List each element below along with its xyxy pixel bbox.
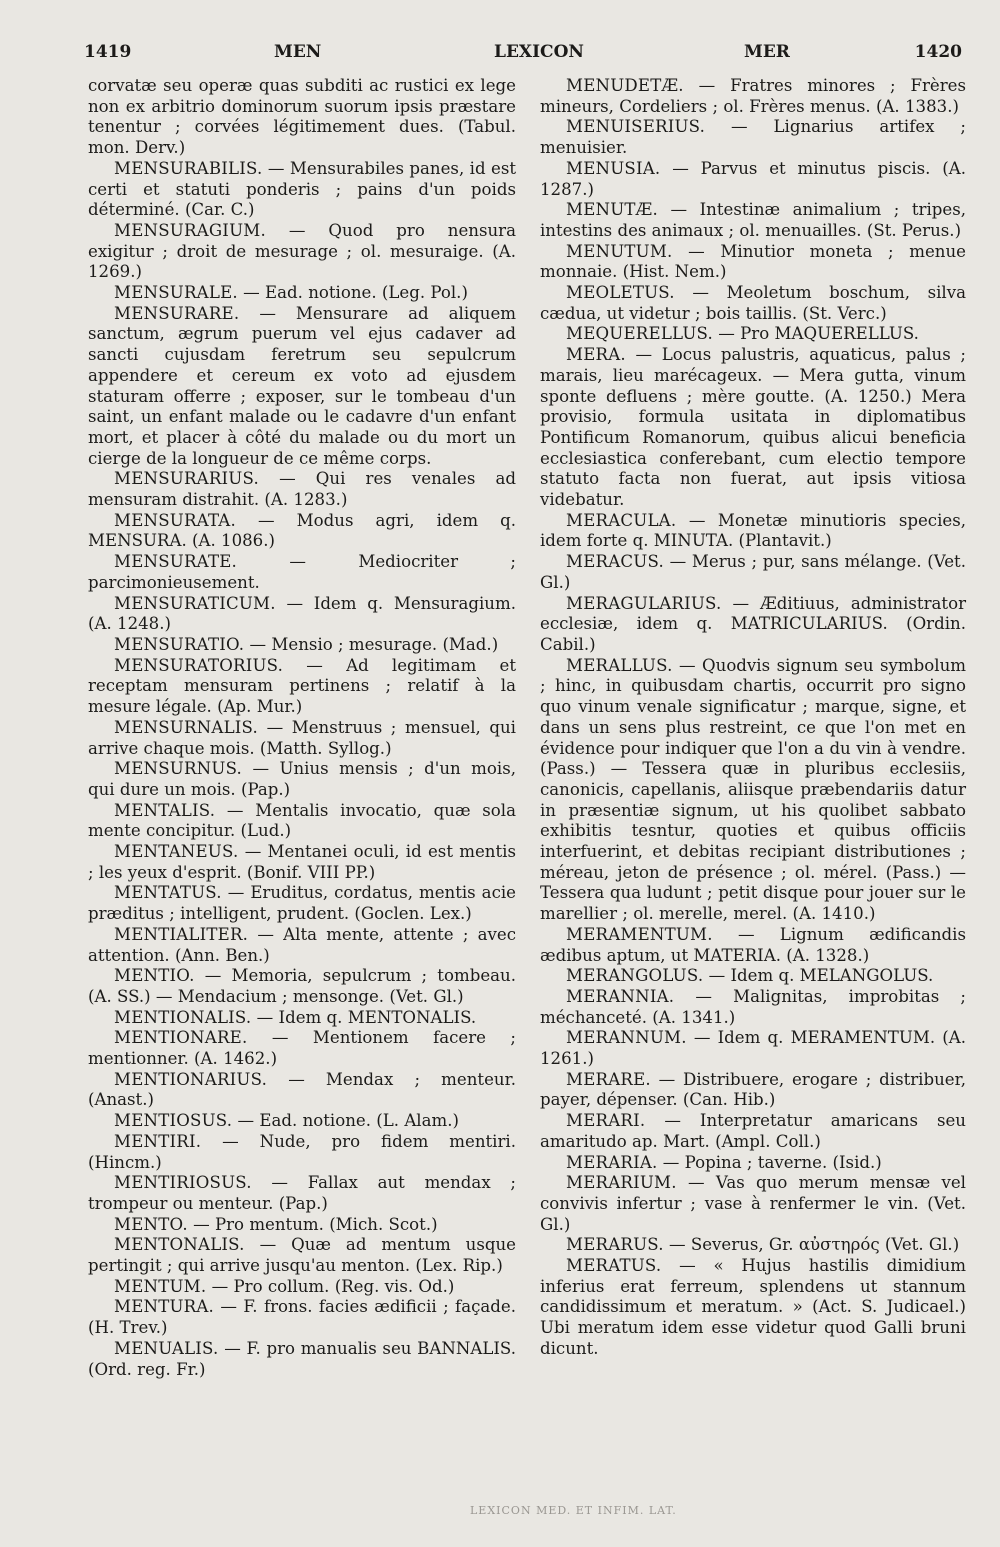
entry-headword: MENTIONARE. <box>114 1028 248 1048</box>
entry-headword: MENUISERIUS. <box>566 117 706 137</box>
entry-definition: — Vas quo merum mensæ vel convivis infertur ; vase à renfermer le vin. (Vet. Gl.) <box>540 1173 966 1234</box>
entry-headword: MENUDETÆ. <box>566 76 684 95</box>
entry-headword: MENSURABILIS. <box>114 158 263 178</box>
entry-headword: MERANNIA. <box>566 986 675 1006</box>
entry-headword: MENUSIA. <box>566 158 661 178</box>
entry-headword: MENTIONALIS. <box>114 1007 252 1027</box>
entry-headword: MEOLETUS. <box>566 283 675 303</box>
entry-definition: — Nude, pro fidem mentiri. (Hincm.) <box>88 1131 516 1172</box>
entry-definition: — Distribuere, erogare ; distribuer, payer, dépenser. (Can. Hib.) <box>540 1069 966 1110</box>
dictionary-entry <box>88 1008 516 1029</box>
entry-headword: MENTUM. <box>114 1276 207 1296</box>
entry-definition: — Meoletum boschum, silva cædua, ut videtur ; bois taillis. (St. Verc.) <box>540 283 966 323</box>
dictionary-entry <box>540 283 966 324</box>
entry-headword: MENTIO. <box>114 966 195 986</box>
entry-headword: MENSURATA. <box>114 510 236 530</box>
entry-definition: — Lignum ædificandis ædibus aptum, ut MATERIA. (A. 1328.) <box>540 924 966 965</box>
entry-definition: — Pro mentum. (Mich. Scot.) <box>187 1214 438 1234</box>
entry-definition: — Mensurabiles panes, id est certi et statuti ponderis ; pains d'un poids déterminé. (Car. C.) <box>88 158 516 220</box>
dictionary-entry <box>540 552 966 593</box>
entry-headword: MENUALIS. <box>114 1338 219 1358</box>
entry-definition: — Fratres minores ; Frères mineurs, Cordeliers ; ol. Frères menus. (A. 1383.) <box>540 76 966 116</box>
dictionary-entry <box>88 801 516 842</box>
entry-definition: — Quæ ad mentum usque pertingit ; qui arrive jusqu'au menton. (Lex. Rip.) <box>88 1235 516 1276</box>
entry-headword: MENTIALITER. <box>114 924 249 944</box>
entry-definition: — Mentionem facere ; mentionner. (A. 1462.) <box>88 1028 516 1069</box>
dictionary-entry <box>540 966 966 987</box>
entry-headword: MENTIOSUS. <box>114 1111 233 1131</box>
entry-headword: MENSURATORIUS. <box>114 655 284 675</box>
entry-definition: — F. frons. facies ædificii ; façade. (H. Trev.) <box>88 1297 516 1338</box>
dictionary-entry <box>540 511 966 552</box>
entry-definition: — Merus ; pur, sans mélange. (Vet. Gl.) <box>540 552 966 592</box>
entry-headword: MENSURNALIS. <box>114 717 258 737</box>
entry-headword: MENTIRI. <box>114 1131 202 1151</box>
dictionary-entry <box>88 552 516 593</box>
entry-headword: MERARI. <box>566 1111 646 1131</box>
entry-definition: — Quodvis signum seu symbolum ; hinc, in quibusdam chartis, occurrit pro signo quo vinum venale significatur ; marque, signe, et dans un sens plus restreint, ce que l'on met en évidence pour indiquer que l'on a du vin à vendre. (Pass.) — Tessera quæ in pluribus ecclesiis, canonicis, capellanis, aliisque præbendariis datur in præsentiæ signum, ut his quolibet sabbato exhibitis tesntur, quoties et quibus officiis interfuerint, et debitas recipiant distributiones ; méreau, jeton de présence ; ol. mérel. (Pass.) — Tessera qua ludunt ; petit disque pour jouer sur le marellier ; ol. merelle, merel. (A. 1410.) <box>540 655 966 924</box>
dictionary-entry <box>88 966 516 1007</box>
entry-headword: MENSURALE. <box>114 283 238 303</box>
entry-definition: — Qui res venales ad mensuram distrahit. (A. 1283.) <box>88 469 516 510</box>
entry-headword: MENTATUS. <box>114 883 222 903</box>
entry-definition: corvatæ seu operæ quas subditi ac rustici ex lege non ex arbitrio dominorum suorum ipsis præstare tenentur ; corvées légitimement dues. (Tabul. mon. Derv.) <box>88 76 516 158</box>
dictionary-entry <box>88 1111 516 1132</box>
entry-definition: — Malignitas, improbitas ; méchanceté. (A. 1341.) <box>540 986 966 1027</box>
entry-headword: MERARUS. <box>566 1235 664 1255</box>
page-number-left: 1419 <box>84 42 132 62</box>
entry-headword: MEQUERELLUS. <box>566 324 713 344</box>
entry-headword: MENSURATE. <box>114 552 238 572</box>
dictionary-entry <box>540 987 966 1028</box>
entry-definition: — Interpretatur amaricans seu amaritudo ap. Mart. (Ampl. Coll.) <box>540 1111 966 1151</box>
dictionary-entry <box>540 1070 966 1111</box>
entry-headword: MERACULA. <box>566 510 677 530</box>
page-number-right: 1420 <box>914 42 962 62</box>
entry-definition: — Monetæ minutioris species, idem forte q. MINUTA. (Plantavit.) <box>540 510 966 551</box>
dictionary-entry <box>88 159 516 221</box>
entry-definition: — Eruditus, cordatus, mentis acie præditus ; intelligent, prudent. (Goclen. Lex.) <box>88 883 516 924</box>
dictionary-entry <box>540 159 966 200</box>
entry-headword: MERARIUM. <box>566 1173 677 1193</box>
entry-definition: — Idem q. MERAMENTUM. (A. 1261.) <box>540 1028 966 1069</box>
dictionary-entry <box>540 1173 966 1235</box>
dictionary-entry <box>540 1028 966 1069</box>
entry-headword: MERANNUM. <box>566 1028 687 1048</box>
entry-definition: — Locus palustris, aquaticus, palus ; marais, lieu marécageux. — Mera gutta, vinum sponte defluens ; mère goutte. (A. 1250.) Mera provisio, formula usitata in diplomatibus Pontificum Romanorum, quibus alicui beneficia ecclesiastica conferebant, cum electio tempore statuto facta non fuerat, aut ipsis vitiosa videbatur. <box>540 345 966 510</box>
entry-definition: — Minutior moneta ; menue monnaie. (Hist. Nem.) <box>540 241 966 282</box>
entry-headword: MENTALIS. <box>114 800 216 820</box>
entry-headword: MENSURNUS. <box>114 759 243 779</box>
dictionary-entry <box>540 1256 966 1360</box>
guide-word-right: MER <box>744 42 790 62</box>
dictionary-entry <box>88 1235 516 1276</box>
right-column <box>540 76 966 1360</box>
entry-headword: MERALLUS. <box>566 655 673 675</box>
dictionary-entry <box>88 656 516 718</box>
entry-definition: — Mensio ; mesurage. (Mad.) <box>244 634 499 654</box>
dictionary-entry <box>540 1153 966 1174</box>
entry-headword: MERA. <box>566 345 626 365</box>
guide-word-left: MEN <box>274 42 322 62</box>
entry-headword: MENSURAGIUM. <box>114 220 266 240</box>
entry-definition: — Idem q. MELANGOLUS. <box>703 966 934 986</box>
entry-headword: MENUTUM. <box>566 241 673 261</box>
dictionary-entry <box>88 883 516 924</box>
entry-headword: MENSURARE. <box>114 303 240 323</box>
dictionary-entry <box>540 76 966 117</box>
header-title: LEXICON <box>494 42 584 62</box>
dictionary-entry <box>88 594 516 635</box>
entry-headword: MENUTÆ. <box>566 200 658 220</box>
entry-definition: — Mediocriter ; parcimonieusement. <box>88 552 516 592</box>
dictionary-entry <box>540 1111 966 1152</box>
dictionary-entry <box>88 1132 516 1173</box>
entry-definition: — « Hujus hastilis dimidium inferius erat ferreum, splendens ut stannum candidissimum et meratum. » (Act. S. Judicael.) Ubi meratum idem esse videtur quod Galli bruni dicunt. <box>540 1256 966 1358</box>
dictionary-entry <box>88 221 516 283</box>
entry-definition: — Alta mente, attente ; avec attention. (Ann. Ben.) <box>88 924 516 965</box>
entry-headword: MENSURATIO. <box>114 634 245 654</box>
entry-definition: — Ead. notione. (Leg. Pol.) <box>237 283 468 303</box>
dictionary-entry <box>88 1297 516 1338</box>
entry-definition: — Quod pro nensura exigitur ; droit de mesurage ; ol. mesuraige. (A. 1269.) <box>88 220 516 282</box>
entry-definition: — Parvus et minutus piscis. (A. 1287.) <box>540 158 966 199</box>
dictionary-entry <box>88 842 516 883</box>
left-column <box>88 76 516 1380</box>
entry-definition: — Pro collum. (Reg. vis. Od.) <box>206 1276 455 1296</box>
footer-signature: LEXICON MED. ET INFIM. LAT. <box>470 1504 677 1517</box>
dictionary-entry <box>88 1173 516 1214</box>
entry-definition: — Lignarius artifex ; menuisier. <box>540 117 966 158</box>
dictionary-entry <box>540 200 966 241</box>
dictionary-entry <box>88 469 516 510</box>
dictionary-entry <box>88 1070 516 1111</box>
dictionary-entry <box>540 117 966 158</box>
dictionary-entry <box>88 925 516 966</box>
entry-definition: — Idem q. Mensuragium. (A. 1248.) <box>88 593 516 634</box>
entry-headword: MENTIRIOSUS. <box>114 1173 252 1193</box>
dictionary-entry <box>88 635 516 656</box>
entry-definition: — Mensurare ad aliquem sanctum, ægrum puerum vel ejus cadaver ad sancti cujusdam feretrum seu sepulcrum appendere et cereum ex voto ad ejusdem staturam offerre ; exposer, sur le tombeau d'un saint, un enfant malade ou le cadavre d'un enfant mort, et placer à côté du malade ou du mort un cierge de la longueur de ce même corps. <box>88 303 516 468</box>
entry-headword: MENTANEUS. <box>114 842 239 862</box>
running-header <box>84 42 962 70</box>
entry-definition: — Ead. notione. (L. Alam.) <box>232 1111 459 1131</box>
entry-definition: — Idem q. MENTONALIS. <box>251 1007 477 1027</box>
entry-definition: — Severus, Gr. αὐστηρός (Vet. Gl.) <box>663 1235 960 1255</box>
dictionary-entry <box>88 1215 516 1236</box>
entry-definition: — Popina ; taverne. (Isid.) <box>657 1152 882 1172</box>
entry-definition: — Unius mensis ; d'un mois, qui dure un mois. (Pap.) <box>88 759 516 799</box>
dictionary-entry <box>88 718 516 759</box>
dictionary-entry <box>88 304 516 470</box>
entry-headword: MERARE. <box>566 1069 651 1089</box>
entry-definition: — Ad legitimam et receptam mensuram pertinens ; relatif à la mesure légale. (Ap. Mur.) <box>88 655 516 717</box>
dictionary-entry <box>540 594 966 656</box>
dictionary-entry <box>88 759 516 800</box>
dictionary-entry <box>540 242 966 283</box>
entry-definition: — Pro MAQUERELLUS. <box>712 324 919 344</box>
entry-headword: MENTURA. <box>114 1297 215 1317</box>
entry-headword: MENTO. <box>114 1214 188 1234</box>
entry-definition: — Menstruus ; mensuel, qui arrive chaque mois. (Matth. Syllog.) <box>88 717 516 758</box>
entry-definition: — Mentanei oculi, id est mentis ; les yeux d'esprit. (Bonif. VIII PP.) <box>88 842 516 882</box>
dictionary-entry <box>540 324 966 345</box>
entry-headword: MENTONALIS. <box>114 1235 245 1255</box>
entry-headword: MERARIA. <box>566 1152 658 1172</box>
entry-definition: — Mentalis invocatio, quæ sola mente concipitur. (Lud.) <box>88 800 516 841</box>
entry-definition: — Memoria, sepulcrum ; tombeau. (A. SS.) — Mendacium ; mensonge. (Vet. Gl.) <box>88 966 516 1006</box>
entry-definition: — Mendax ; menteur. (Anast.) <box>88 1069 516 1110</box>
entry-headword: MERANGOLUS. <box>566 966 704 986</box>
dictionary-entry <box>88 76 516 159</box>
dictionary-entry <box>88 283 516 304</box>
dictionary-entry <box>88 1028 516 1069</box>
dictionary-entry <box>540 656 966 925</box>
entry-headword: MERAMENTUM. <box>566 924 713 944</box>
entry-definition: — Intestinæ animalium ; tripes, intestins des animaux ; ol. menuailles. (St. Perus.) <box>540 200 966 240</box>
dictionary-entry <box>540 925 966 966</box>
entry-headword: MERAGULARIUS. <box>566 593 722 613</box>
dictionary-entry <box>88 511 516 552</box>
dictionary-entry <box>540 345 966 511</box>
entry-definition: — Fallax aut mendax ; trompeur ou menteur. (Pap.) <box>88 1173 516 1213</box>
entry-headword: MENTIONARIUS. <box>114 1069 268 1089</box>
entry-headword: MERACUS. <box>566 552 664 572</box>
dictionary-entry <box>88 1277 516 1298</box>
entry-definition: — Æditiuus, administrator ecclesiæ, idem q. MATRICULARIUS. (Ordin. Cabil.) <box>540 593 966 654</box>
entry-definition: — F. pro manualis seu BANNALIS. (Ord. reg. Fr.) <box>88 1338 516 1379</box>
entry-headword: MERATUS. <box>566 1256 662 1276</box>
entry-definition: — Modus agri, idem q. MENSURA. (A. 1086.) <box>88 510 516 551</box>
dictionary-entry <box>540 1235 966 1256</box>
entry-headword: MENSURATICUM. <box>114 593 276 613</box>
dictionary-entry <box>88 1339 516 1380</box>
entry-headword: MENSURARIUS. <box>114 469 259 489</box>
